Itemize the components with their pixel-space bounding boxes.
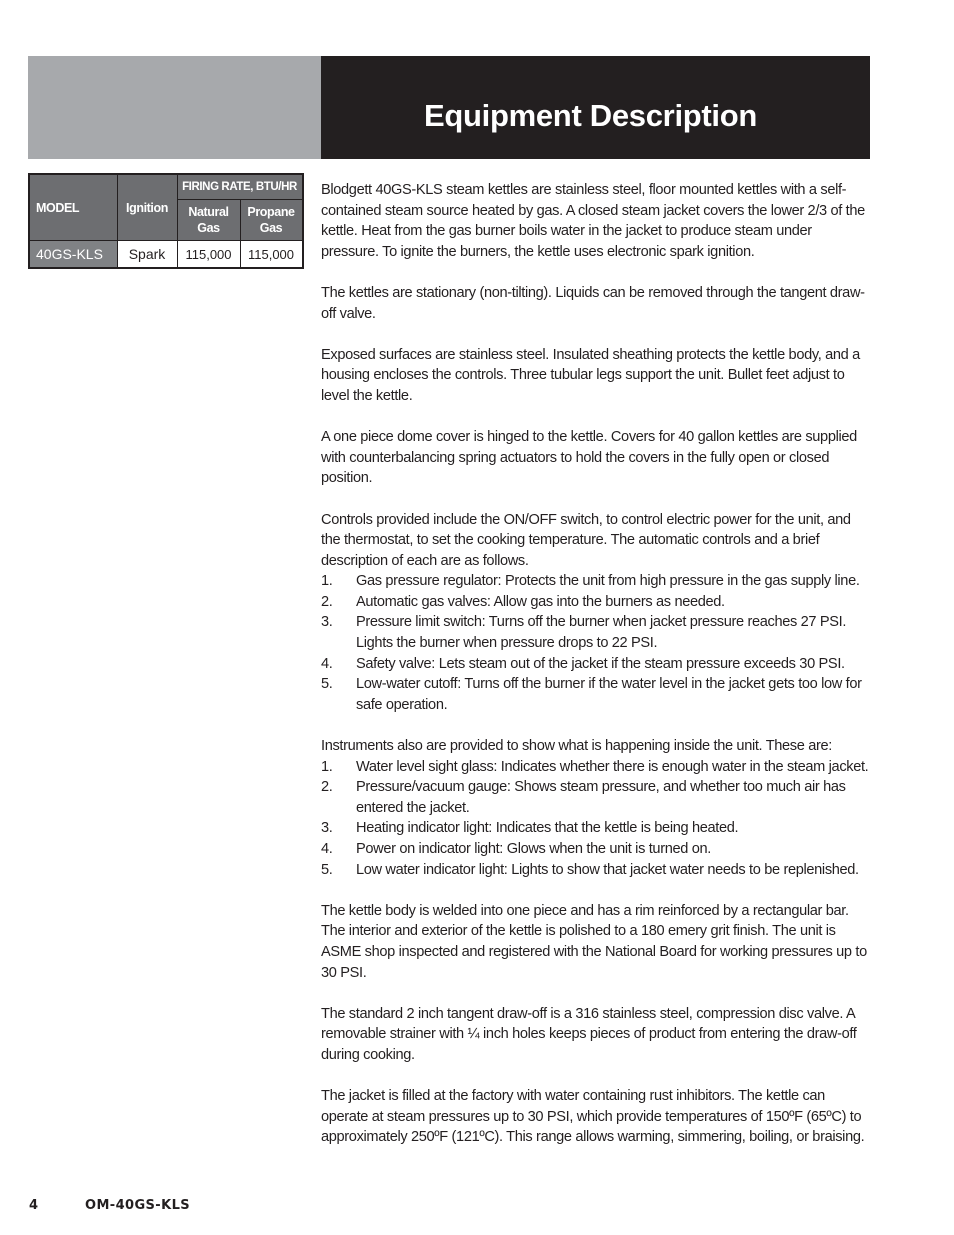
list-text: Water level sight glass: Indicates whether there is enough water in the steam jacket. (356, 758, 869, 775)
ignition-header: Ignition (117, 174, 177, 241)
paragraph: The kettles are stationary (non-tilting). Liquids can be removed through the tangent draw-off valve. (321, 284, 865, 322)
spec-table-header-row (29, 174, 303, 200)
list-number: 2. (321, 593, 333, 610)
document-code: OM-40GS-KLS (85, 1198, 191, 1213)
list-text: Heating indicator light: Indicates that the kettle is being heated. (356, 820, 739, 837)
list-number: 2. (321, 779, 333, 796)
paragraph: The standard 2 inch tangent draw-off is a 316 stainless steel, compression disc valve. A removable strainer with ¼ inch holes keeps pieces of product from entering the draw-off during cooking. (321, 1005, 857, 1063)
list-number: 3. (321, 614, 333, 631)
list-item (321, 571, 873, 592)
header-gray-block (28, 56, 321, 159)
list-item (321, 818, 873, 839)
instruments-list (321, 757, 873, 881)
list-text: Pressure limit switch: Turns off the burner when jacket pressure reaches 27 PSI. Lights the burner when pressure drops to 22 PSI. (356, 614, 847, 652)
list-text: Power on indicator light: Glows when the unit is turned on. (356, 841, 711, 857)
paragraph: Blodgett 40GS-KLS steam kettles are stainless steel, floor mounted kettles with a self-contained steam source heated by gas. A closed steam jacket covers the lower 2/3 of the kettle. Heat from the gas burner boils water in the jacket to produce steam under pressure. To ignite the burners, the kettle uses electronic spark ignition. (321, 182, 865, 260)
natural-gas-header: Natural Gas (177, 200, 240, 241)
paragraph: The jacket is filled at the factory with water containing rust inhibitors. The kettle can operate at steam pressures up to 30 PSI, which provide temperatures of 150ºF (65ºC) to approximately 250ºF (121ºC). This range allows warming, simmering, boiling, or braising. (321, 1088, 865, 1146)
controls-list (321, 571, 873, 715)
instruments-intro: Instruments also are provided to show what is happening inside the unit. These are: (321, 738, 832, 755)
propane-gas-header: Propane Gas (240, 200, 303, 241)
table-row (29, 241, 303, 269)
natural-gas-cell: 115,000 (177, 241, 240, 269)
list-number: 1. (321, 758, 333, 775)
list-text: Safety valve: Lets steam out of the jacket if the steam pressure exceeds 30 PSI. (356, 655, 845, 672)
list-text: Gas pressure regulator: Protects the unit from high pressure in the gas supply line. (356, 573, 860, 590)
controls-intro: Controls provided include the ON/OFF switch, to control electric power for the unit, and the thermostat, to set the cooking temperature. The automatic controls and a brief description of each are as follows. (321, 511, 851, 569)
propane-gas-cell: 115,000 (240, 241, 303, 269)
model-cell: 40GS-KLS (29, 241, 117, 269)
list-item (321, 777, 873, 818)
spec-table (28, 173, 304, 269)
list-item (321, 654, 873, 675)
list-text: Low-water cutoff: Turns off the burner if the water level in the jacket gets too low for safe operation. (356, 676, 862, 713)
list-item (321, 839, 873, 860)
list-number: 5. (321, 861, 333, 878)
list-number: 1. (321, 573, 333, 590)
page-number: 4 (29, 1198, 39, 1213)
list-item (321, 674, 873, 715)
list-item (321, 860, 873, 881)
list-text: Automatic gas valves: Allow gas into the burners as needed. (356, 593, 725, 610)
list-number: 4. (321, 841, 333, 857)
page-title: Equipment Description (424, 98, 758, 133)
paragraph: The kettle body is welded into one piece and has a rim reinforced by a rectangular bar. The interior and exterior of the kettle is polished to a 180 emery grit finish. The unit is ASME shop inspected and registered with the National Board for working pressures up to 30 PSI. (321, 902, 867, 981)
list-item (321, 612, 873, 653)
list-item (321, 592, 873, 613)
list-number: 5. (321, 676, 333, 693)
list-item (321, 757, 873, 778)
list-number: 4. (321, 655, 333, 672)
header-title-bar (321, 56, 870, 159)
model-header: MODEL (29, 174, 117, 241)
ignition-cell: Spark (117, 241, 177, 269)
paragraph: A one piece dome cover is hinged to the kettle. Covers for 40 gallon kettles are supplied with counterbalancing spring actuators to hold the covers in the fully open or closed position. (321, 429, 857, 487)
list-text: Pressure/vacuum gauge: Shows steam pressure, and whether too much air has entered the jacket. (356, 779, 846, 816)
list-text: Low water indicator light: Lights to show that jacket water needs to be replenished. (356, 861, 859, 878)
firing-rate-header: FIRING RATE, BTU/HR (177, 174, 303, 200)
paragraph: Exposed surfaces are stainless steel. Insulated sheathing protects the kettle body, and a housing encloses the controls. Three tubular legs support the unit. Bullet feet adjust to level the kettle. (321, 346, 860, 404)
list-number: 3. (321, 820, 333, 837)
body-content (321, 180, 873, 1169)
